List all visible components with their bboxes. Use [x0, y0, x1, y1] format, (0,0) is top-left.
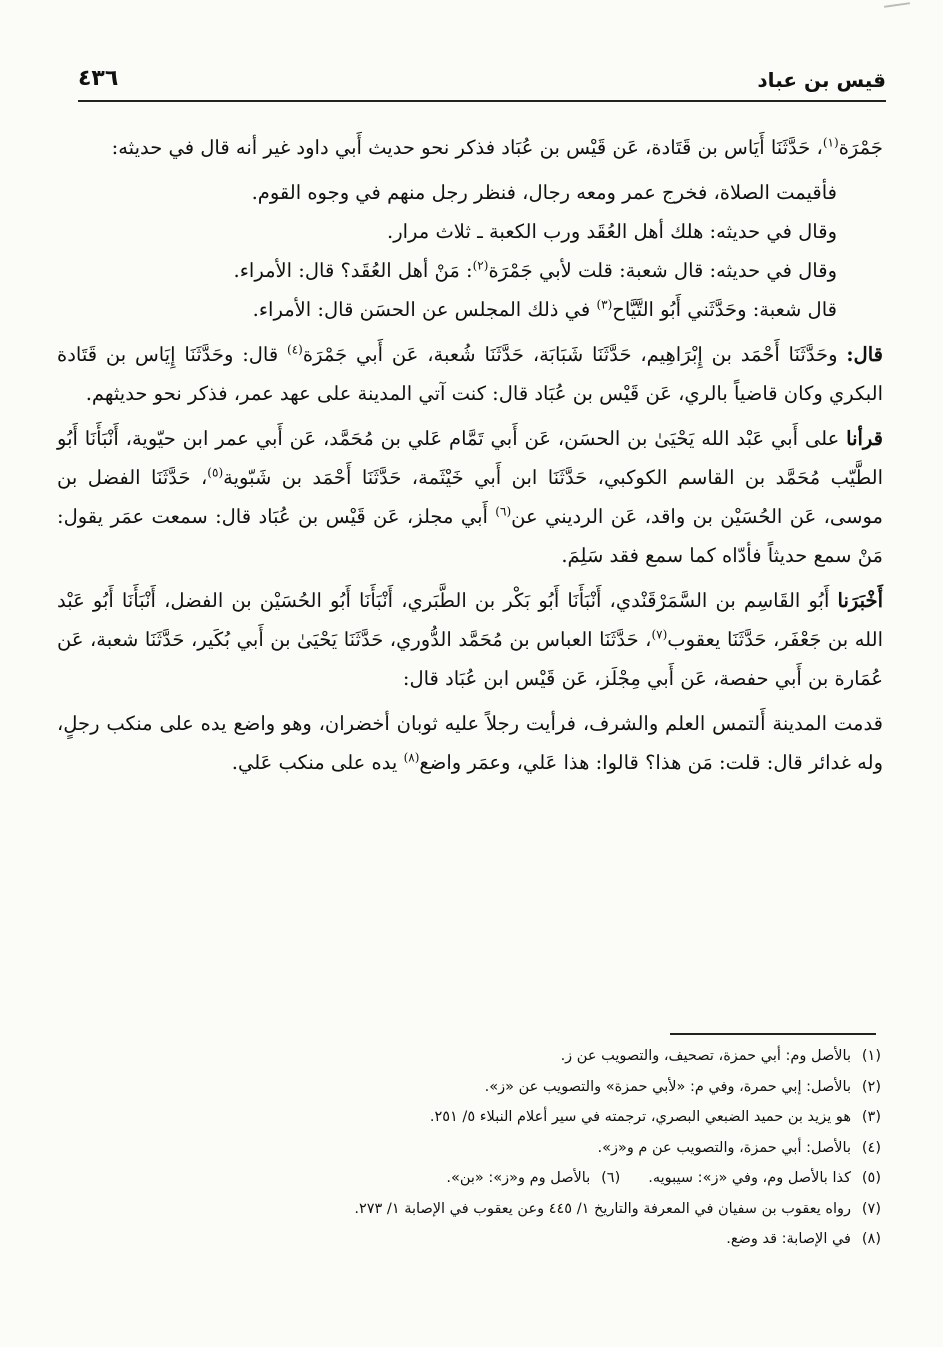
footnote-ref-3: (٣)	[596, 297, 613, 312]
footnote-4-number: (٤)	[861, 1139, 881, 1156]
footnote-ref-2: (٢)	[472, 258, 489, 273]
paragraph-4	[57, 251, 883, 290]
paragraph-1	[57, 128, 883, 167]
paragraph-7	[57, 419, 883, 575]
p6-text-a: وحَدَّثَنَا أَحْمَد بن إِبْرَاهِيم، حَدَّثَنَا شَبَابَة، حَدَّثَنَا شُعبة، عَن أَبي جَمْرَة	[302, 343, 847, 366]
p9-text-a: قدمت المدينة أَلتمس العلم والشرف، فرأيت رجلاً عليه ثوبان أخضران، وهو واضع يده على منكب رجلٍ، وله غدائر قال: قلت: مَن هذا؟ قالوا: هذا عَلي، وعمَر واضع	[57, 712, 883, 774]
p4-text-a: وقال في حديثه: قال شعبة: قلت لأبي جَمْرَة	[488, 259, 837, 282]
p9-text-b: يده على منكب عَلي.	[231, 751, 404, 774]
paragraph-8	[57, 581, 883, 698]
p7-text-b: ، حَدَّثَنَا الفضل بن موسى، عَن الحُسَيْن بن واقد، عَن الرديني عن	[57, 466, 883, 528]
footnote-ref-6: (٦)	[495, 504, 512, 519]
paragraph-9	[57, 704, 883, 782]
footnote-1-number: (١)	[861, 1048, 881, 1064]
footnote-5-text: كذا بالأصل وم، وفي «ز»: سيبويه.	[648, 1170, 851, 1186]
p8-text-b: ، حَدَّثَنَا العباس بن مُحَمَّد الدُّوري، حَدَّثَنَا يَحْيَىٰ بن أَبي بُكَير، حَدَّثَنَا شعبة، عَن عُمَارة بن أَبي حفصة، عَن أَبي مِجْلَز، عَن قَيْس ابن عُبَاد قال:	[57, 628, 883, 690]
footnotes	[121, 1041, 881, 1255]
footnote-3	[121, 1102, 881, 1133]
p7-text-c: أَبي مجلز، عَن قَيْس بن عُبَاد قال: سمعت عمَر يقول: مَنْ سمع حديثاً فأدّاه كما سمع فقد سَلِمَ.	[57, 505, 883, 567]
running-title: قيس بن عباد	[757, 68, 886, 92]
footnote-6-text: بالأصل وم و«ز»: «بن».	[446, 1170, 591, 1186]
p4-text-b: : مَنْ أهل العُقَد؟ قال: الأمراء.	[233, 259, 473, 282]
footnote-4-text: بالأصل: أبي حمزة، والتصويب عن م و«ز».	[597, 1139, 851, 1156]
paragraph-2: فأقيمت الصلاة، فخرج عمر ومعه رجال، فنظر رجل منهم في وجوه القوم.	[251, 181, 837, 204]
footnote-8	[121, 1224, 881, 1255]
footnote-3-text: هو يزيد بن حميد الضبعي البصري، ترجمته في سير أعلام النبلاء ٥/ ٢٥١.	[429, 1109, 851, 1125]
footnote-5-6	[121, 1163, 881, 1194]
p5-text-a: قال شعبة: وحَدَّثَني أَبُو التَّيَّاح	[612, 298, 837, 321]
footnote-1-text: بالأصل وم: أبي حمزة، تصحيف، والتصويب عن ز.	[560, 1048, 851, 1064]
footnote-ref-4: (٤)	[287, 342, 303, 357]
p1-text-a: جَمْرَة	[838, 136, 883, 159]
page-header	[78, 62, 886, 102]
footnote-1	[121, 1041, 881, 1072]
paragraph-6	[57, 335, 883, 413]
p6-text-b: قال: وحَدَّثَنَا إِيَاس بن قَتَادة البكري وكان قاضياً بالري، عَن قَيْس بن عُبَاد قال: كنت آتي المدينة على عهد عمر، فذكر نحو حديثهم.	[57, 343, 883, 405]
footnote-8-text: في الإصابة: قد وضع.	[726, 1231, 851, 1247]
footnote-7	[121, 1194, 881, 1225]
p6-lead-word: قال:	[846, 343, 883, 366]
p8-text-a: أَبُو القَاسِم بن السَّمَرْقَنْدي، أَنْبَأَنَا أَبُو بَكْر بن الطَّبَري، أَنْبَأَنَا أَبُو الحُسَيْن بن الفضل، أَنْبَأَنَا أَبُو عَبْد الله بن جَعْفَر، حَدَّثَنَا يعقوب	[57, 589, 883, 651]
main-text	[57, 128, 883, 782]
scan-artifact	[884, 2, 910, 8]
footnote-ref-5: (٥)	[207, 465, 224, 480]
footnote-2-text: بالأصل: إبي حمرة، وفي م: «لأبي حمزة» والتصويب عن «ز».	[484, 1078, 851, 1095]
footnote-7-text: رواه يعقوب بن سفيان في المعرفة والتاريخ ١/ ٤٤٥ وعن يعقوب في الإصابة ١/ ٢٧٣.	[354, 1200, 851, 1217]
footnote-3-number: (٣)	[861, 1109, 881, 1125]
footnote-ref-1: (١)	[822, 135, 839, 150]
p1-text-b: ، حَدَّثَنَا أَيَاس بن قَتَادة، عَن قَيْس بن عُبَاد فذكر نحو حديث أَبي داود غير أنه قال في حديثه:	[111, 136, 823, 159]
footnote-2	[121, 1072, 881, 1103]
footnote-8-number: (٨)	[861, 1231, 881, 1247]
page-number: ٤٣٦	[78, 66, 119, 91]
footnote-ref-8: (٨)	[403, 750, 420, 765]
p8-lead-word: أَخْبَرَنا	[837, 589, 883, 612]
footnote-7-number: (٧)	[861, 1200, 881, 1217]
p7-text-a: على أَبي عَبْد الله يَحْيَىٰ بن الحسَن، عَن أَبي تَمَّام عَلي بن مُحَمَّد، عَن أَبي عمر ابن حيّوية، أَنْبَأَنَا أَبُو الطَّيّب مُحَمَّد بن القاسم الكوكبي، حَدَّثَنَا ابن أَبي خَيْثَمة، حَدَّثَنَا أَحْمَد بن شَبّوية	[57, 427, 883, 489]
footnote-4	[121, 1133, 881, 1164]
p5-text-b: في ذلك المجلس عن الحسَن قال: الأمراء.	[252, 298, 597, 321]
footnote-ref-7: (٧)	[651, 627, 668, 642]
paragraph-3: وقال في حديثه: هلك أهل العُقَد ورب الكعبة ـ ثلاث مرار.	[387, 220, 837, 243]
footnote-5-number: (٥)	[861, 1170, 881, 1186]
p7-lead-word: قرأنا	[846, 427, 883, 450]
footnote-6-number: (٦)	[601, 1170, 621, 1186]
paragraph-5	[57, 290, 883, 329]
footnote-divider	[670, 1033, 876, 1035]
footnote-2-number: (٢)	[861, 1078, 881, 1095]
